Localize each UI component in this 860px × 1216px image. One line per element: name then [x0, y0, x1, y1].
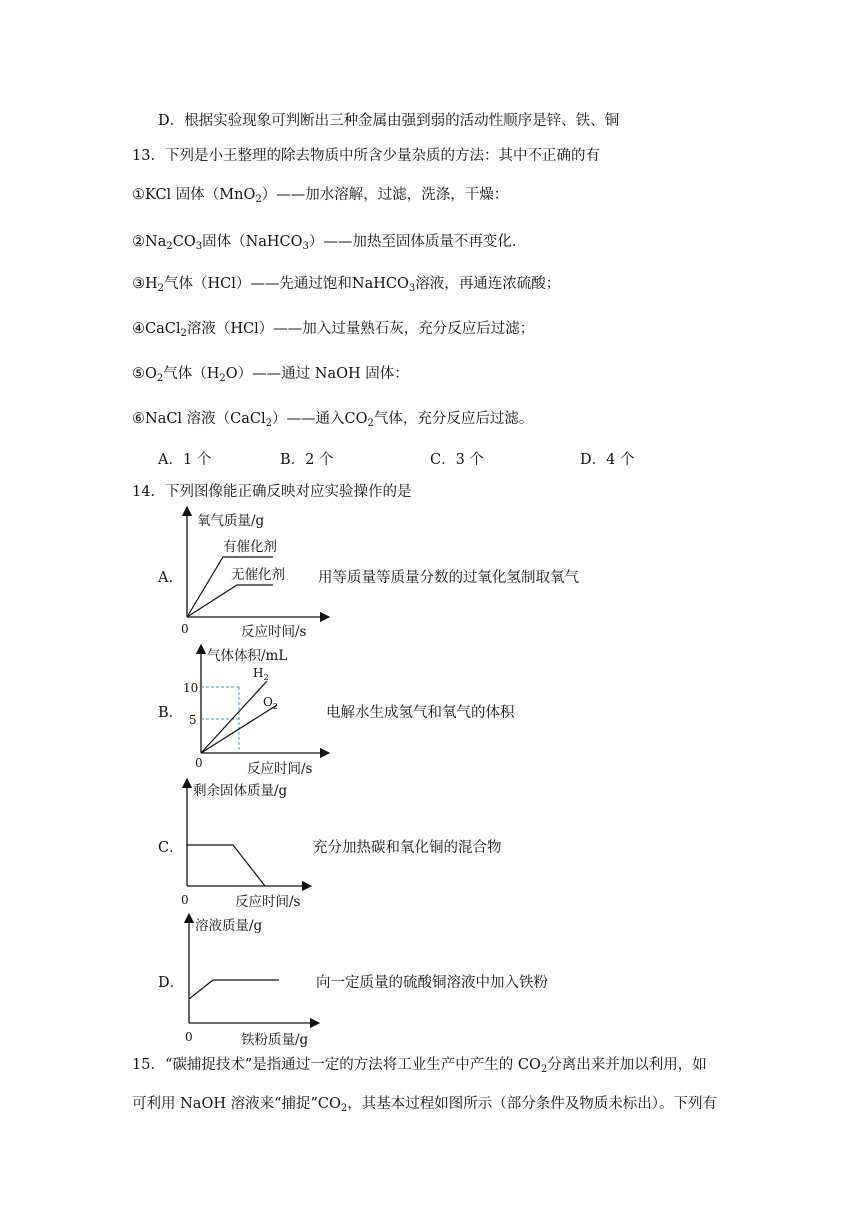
- q14-graph-c-ylabel: 剩余固体质量/g: [193, 783, 288, 799]
- q12-option-d: D．根据实验现象可判断出三种金属由强到弱的活动性顺序是锌、铁、铜: [158, 113, 620, 129]
- q13-option-b: B．2 个: [280, 452, 334, 468]
- q14-graph-c-xlabel: 反应时间/s: [235, 894, 301, 910]
- q14-graph-a-xlabel: 反应时间/s: [241, 624, 307, 640]
- q14-graph-a-origin: 0: [181, 622, 189, 636]
- q14-graph-c: [175, 777, 335, 912]
- q14-graph-b-origin: 0: [195, 756, 203, 770]
- q14-graph-b-ylabel: 气体体积/mL: [207, 648, 288, 664]
- q14-graph-b: [175, 643, 335, 778]
- q14-graph-d-ylabel: 溶液质量/g: [195, 918, 263, 934]
- q14-graph-d: [175, 912, 335, 1047]
- svg-text:O2: $O_2$: [263, 695, 278, 711]
- q14-graph-d-line: [189, 980, 279, 999]
- q14-option-c-desc: 充分加热碳和氧化铜的混合物: [313, 840, 502, 856]
- q14-option-a-desc: 用等质量等质量分数的过氧化氢制取氧气: [318, 570, 579, 586]
- q14-graph-a-series-2: 无催化剂: [231, 567, 285, 583]
- q13-item-1: ①KCl 固体（MnO$_2$）——加水溶解，过滤，洗涤，干燥：: [132, 187, 509, 205]
- svg-text:H2: $H_2$: [253, 666, 269, 682]
- q13-option-a: A．1 个: [158, 452, 212, 468]
- q14-graph-c-origin: 0: [181, 893, 189, 907]
- q13-item-5: $⑤O_2$气体$(H_2O)——$通过 NaOH 固体：: [132, 366, 409, 384]
- q14-graph-d-origin: 0: [185, 1030, 193, 1044]
- q14-option-b-desc: 电解水生成氢气和氧气的体积: [326, 705, 515, 721]
- q14-graph-b-xlabel: 反应时间/s: [247, 761, 313, 777]
- q14-graph-a: [175, 505, 335, 640]
- q15-line-1: 15．“碳捕捉技术”是指通过一定的方法将工业生产中产生的 $CO_2$分离出来并加以利用，如: [132, 1057, 707, 1075]
- q13-item-4: ④CaCl$_2$溶液（HCl）——加入过量熟石灰，充分反应后过滤；: [132, 321, 535, 339]
- q14-graph-d-xlabel: 铁粉质量/g: [241, 1032, 309, 1047]
- q14-option-a-letter: A．: [158, 570, 183, 586]
- q14-graph-a-line-catalyst: [187, 557, 273, 617]
- q14-option-b-letter: B．: [158, 705, 184, 721]
- q14-graph-c-line: [187, 845, 265, 886]
- q13-item-3: $③H_2$气体（HCl）——先通过饱和NaHCO$_3$溶液，再通连浓硫酸；: [132, 276, 561, 294]
- q13-stem: 13．下列是小王整理的除去物质中所含少量杂质的方法：其中不正确的有: [132, 148, 600, 164]
- q14-graph-b-tick-5: 5: [189, 713, 197, 727]
- q15-line-2: 可利用 NaOH 溶液来“捕捉$”CO_2$，其基本过程如图所示（部分条件及物质未标出）。下列有: [132, 1096, 718, 1114]
- q14-option-d-desc: 向一定质量的硫酸铜溶液中加入铁粉: [316, 975, 548, 991]
- q14-option-d-letter: D．: [158, 975, 185, 991]
- q13-option-c: C．3 个: [430, 452, 484, 468]
- q14-graph-a-series-1: 有催化剂: [223, 539, 277, 555]
- q14-graph-b-series-o2: O: [263, 695, 273, 709]
- q14-option-c-letter: C．: [158, 840, 184, 856]
- q14-graph-a-line-no-catalyst: [187, 585, 273, 617]
- q14-graph-b-tick-10: 10: [183, 681, 199, 695]
- q14-stem: 14．下列图像能正确反映对应实验操作的是: [132, 484, 412, 500]
- q14-graph-a-ylabel: 氧气质量/g: [197, 513, 265, 529]
- q13-option-d: D．4 个: [580, 452, 635, 468]
- q13-item-2: $②Na_2CO_3$固体（NaHCO$_3$）——加热至固体质量不再变化.: [132, 234, 517, 252]
- q13-item-6: ⑥NaCl 溶液（CaCl$_2$）——通入$CO_2$气体，充分反应后过滤。: [132, 411, 534, 429]
- q14-graph-b-series-h2: H: [253, 666, 264, 680]
